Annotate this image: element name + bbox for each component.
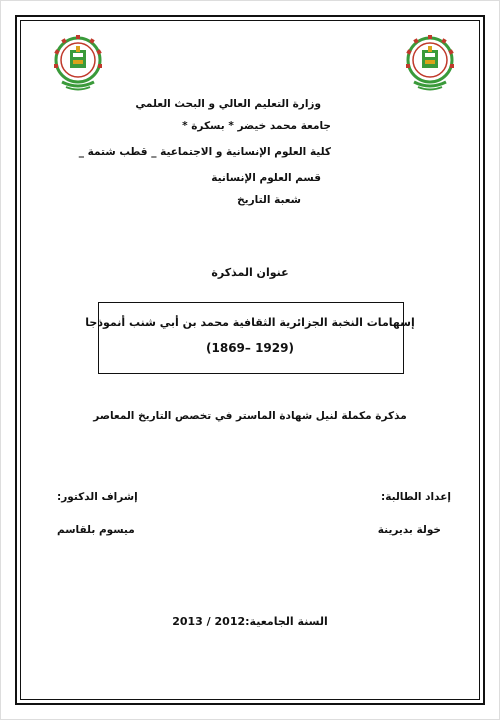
university-emblem-icon [50,32,106,94]
ministry-name: وزارة التعليم العالي و البحث العلمي [135,98,321,110]
student-label: إعداد الطالبة: [381,491,451,503]
memo-title-line1: إسهامات النخبة الجزائرية الثقافية محمد بن أبي شنب أنموذجا [85,316,415,329]
student-name: خولة بديرينة [377,524,441,536]
university-name: جامعة محمد خيضر * بسكرة * [182,120,331,132]
university-emblem-icon [402,32,458,94]
academic-year: السنة الجامعية:2012 / 2013 [172,615,328,628]
branch-name: شعبة التاريخ [237,194,301,206]
supervisor-name: ميسوم بلقاسم [57,524,135,536]
supervisor-label: إشراف الدكتور: [57,491,138,503]
degree-note: مذكرة مكملة لنيل شهادة الماستر في تخصص التاريخ المعاصر [93,410,407,422]
memo-title-label: عنوان المذكرة [211,266,289,279]
faculty-name: كلية العلوم الإنسانية و الاجتماعية _ قطب شتمة _ [78,146,331,158]
memo-title-box [98,302,404,374]
department-name: قسم العلوم الإنسانية [211,172,321,184]
memo-title-years: (1869– 1929) [206,341,294,355]
